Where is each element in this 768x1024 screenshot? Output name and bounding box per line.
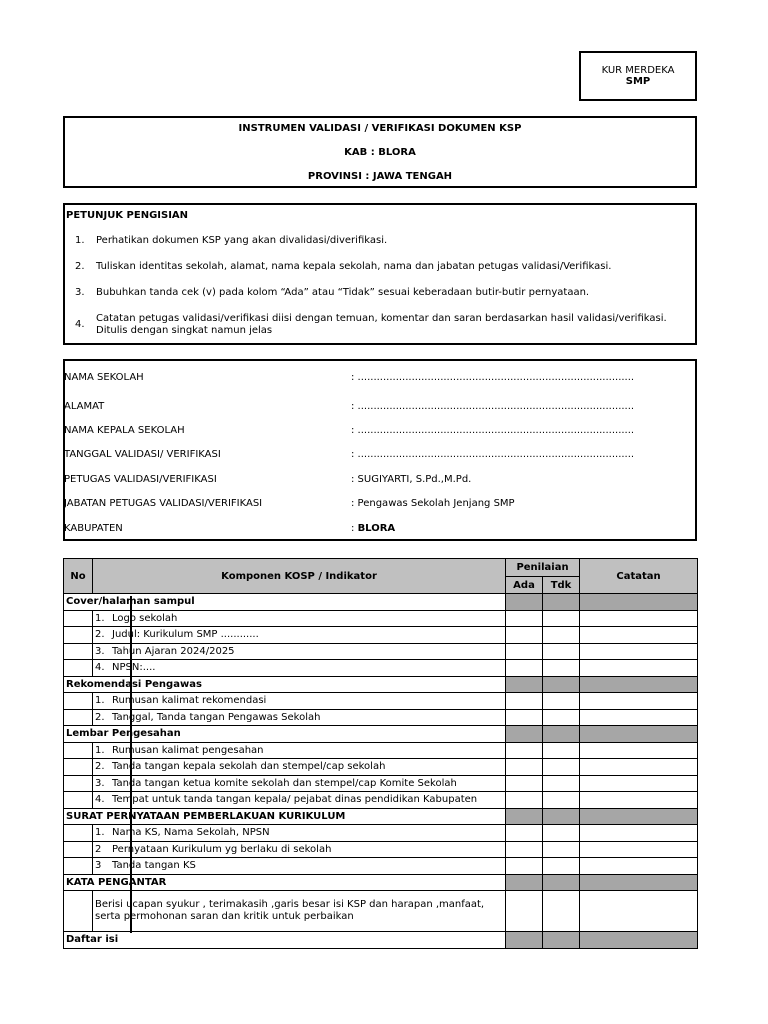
column-header-no: No	[64, 559, 93, 594]
indicator-line: serta permohonan saran dan kritik untuk perbaikan	[95, 911, 354, 922]
section-row	[64, 932, 698, 949]
notes-cell[interactable]	[580, 792, 698, 809]
table-row	[64, 825, 698, 842]
regency-value-prefix: :	[351, 523, 358, 534]
item-label: Pernyataan Kurikulum yg berlaku di sekolah	[112, 843, 332, 855]
regency-value-name: BLORA	[357, 523, 396, 534]
item-label: Tanggal, Tanda tangan Pengawas Sekolah	[112, 711, 321, 723]
row-number	[64, 891, 93, 932]
table-row	[64, 660, 698, 677]
tdk-cell	[543, 726, 580, 743]
ada-cell[interactable]	[506, 610, 543, 627]
item-number: 1.	[95, 695, 105, 707]
ada-cell[interactable]	[506, 891, 543, 932]
column-header-ada: Ada	[506, 577, 543, 594]
document-title: INSTRUMEN VALIDASI / VERIFIKASI DOKUMEN KSP	[238, 123, 522, 134]
item-number: 1.	[95, 744, 105, 756]
row-number	[64, 709, 93, 726]
tdk-cell[interactable]	[543, 841, 580, 858]
section-title: Cover/halaman sampul	[64, 594, 506, 611]
table-row	[64, 693, 698, 710]
tdk-cell	[543, 594, 580, 611]
document-title-box	[63, 116, 697, 188]
item-label: Rumusan kalimat pengesahan	[112, 744, 264, 756]
notes-cell	[580, 932, 698, 949]
table-row	[64, 858, 698, 875]
table-row	[64, 775, 698, 792]
instruction-text: Catatan petugas validasi/verifikasi diisi dengan temuan, komentar dan saran berdasarkan hasil validasi/verifikasi.	[96, 313, 667, 324]
ada-cell[interactable]	[506, 643, 543, 660]
ada-cell[interactable]	[506, 693, 543, 710]
instruction-number: 3.	[75, 287, 85, 298]
ada-cell[interactable]	[506, 627, 543, 644]
row-number	[64, 858, 93, 875]
ada-cell[interactable]	[506, 792, 543, 809]
indicator-text	[93, 660, 506, 677]
table-row	[64, 792, 698, 809]
instruction-number: 2.	[75, 261, 85, 272]
notes-cell[interactable]	[580, 693, 698, 710]
tdk-cell	[543, 874, 580, 891]
ada-cell[interactable]	[506, 825, 543, 842]
indicator-text	[93, 858, 506, 875]
column-header-notes: Catatan	[580, 559, 698, 594]
ada-cell[interactable]	[506, 841, 543, 858]
indicator-text	[93, 891, 506, 932]
column-header-component: Komponen KOSP / Indikator	[93, 559, 506, 594]
section-row	[64, 676, 698, 693]
indicator-text	[93, 643, 506, 660]
tdk-cell[interactable]	[543, 610, 580, 627]
notes-cell[interactable]	[580, 627, 698, 644]
indicator-text	[93, 825, 506, 842]
item-number: 3	[95, 860, 102, 872]
tdk-cell[interactable]	[543, 891, 580, 932]
section-title: Rekomendasi Pengawas	[64, 676, 506, 693]
section-title: Daftar isi	[64, 932, 506, 949]
indicator-text	[93, 792, 506, 809]
validator-position-value: : Pengawas Sekolah Jenjang SMP	[351, 498, 515, 509]
ada-cell	[506, 808, 543, 825]
section-title: SURAT PERNYATAAN PEMBERLAKUAN KURIKULUM	[64, 808, 506, 825]
notes-cell	[580, 808, 698, 825]
row-number	[64, 693, 93, 710]
notes-cell[interactable]	[580, 759, 698, 776]
tdk-cell[interactable]	[543, 643, 580, 660]
indicator-text	[93, 693, 506, 710]
ada-cell[interactable]	[506, 775, 543, 792]
ada-cell	[506, 932, 543, 949]
notes-cell[interactable]	[580, 660, 698, 677]
tdk-cell	[543, 808, 580, 825]
item-number: 4.	[95, 794, 105, 806]
tdk-cell[interactable]	[543, 759, 580, 776]
row-number	[64, 825, 93, 842]
indicator-text	[93, 627, 506, 644]
indicator-text	[93, 775, 506, 792]
notes-cell	[580, 594, 698, 611]
tdk-cell[interactable]	[543, 825, 580, 842]
notes-cell[interactable]	[580, 610, 698, 627]
column-header-assessment: Penilaian	[506, 559, 580, 577]
tdk-cell[interactable]	[543, 709, 580, 726]
ada-cell	[506, 726, 543, 743]
section-row	[64, 808, 698, 825]
instructions-box	[63, 203, 697, 345]
item-number: 3.	[95, 645, 105, 657]
checklist-table	[63, 558, 698, 949]
row-number	[64, 792, 93, 809]
item-number: 1.	[95, 612, 105, 624]
item-label: Tahun Ajaran 2024/2025	[112, 645, 235, 657]
school-level-label: SMP	[625, 76, 651, 87]
notes-cell[interactable]	[580, 709, 698, 726]
ada-cell[interactable]	[506, 660, 543, 677]
row-number	[64, 759, 93, 776]
identity-label: PETUGAS VALIDASI/VERIFIKASI	[64, 474, 217, 485]
indicator-text	[93, 759, 506, 776]
tdk-cell	[543, 932, 580, 949]
item-label: Rumusan kalimat rekomendasi	[112, 695, 267, 707]
section-row	[64, 874, 698, 891]
row-number	[64, 742, 93, 759]
notes-cell	[580, 726, 698, 743]
address-field[interactable]: : .......................................................................................	[351, 401, 635, 412]
principal-name-field[interactable]: : .......................................................................................	[351, 425, 635, 436]
table-row	[64, 643, 698, 660]
curriculum-badge	[579, 51, 697, 101]
row-number	[64, 841, 93, 858]
notes-cell	[580, 874, 698, 891]
school-name-field[interactable]: : .......................................................................................	[351, 372, 635, 383]
table-row	[64, 709, 698, 726]
ada-cell	[506, 676, 543, 693]
item-label: NPSN:....	[112, 662, 156, 674]
indicator-text	[93, 709, 506, 726]
row-number	[64, 627, 93, 644]
instruction-text: Tuliskan identitas sekolah, alamat, nama kepala sekolah, nama dan jabatan petugas validasi/Verifikasi.	[96, 261, 612, 272]
notes-cell[interactable]	[580, 891, 698, 932]
item-label: Logo sekolah	[112, 612, 178, 624]
tdk-cell[interactable]	[543, 693, 580, 710]
item-label: Tanda tangan KS	[112, 860, 196, 872]
section-title: KATA PENGANTAR	[64, 874, 506, 891]
tdk-cell[interactable]	[543, 858, 580, 875]
identity-label: KABUPATEN	[64, 523, 123, 534]
table-row	[64, 759, 698, 776]
section-title: Lembar Pengesahan	[64, 726, 506, 743]
table-row	[64, 841, 698, 858]
curriculum-label: KUR MERDEKA	[601, 65, 675, 76]
ada-cell[interactable]	[506, 858, 543, 875]
tdk-cell	[543, 676, 580, 693]
checklist-body	[64, 594, 698, 949]
item-label: Tanda tangan kepala sekolah dan stempel/cap sekolah	[112, 761, 386, 773]
section-row	[64, 594, 698, 611]
instruction-text-continued: Ditulis dengan singkat namun jelas	[96, 325, 273, 336]
item-number: 3.	[95, 777, 105, 789]
instruction-text: Bubuhkan tanda cek (v) pada kolom “Ada” atau “Tidak” sesuai keberadaan butir-butir pernyataan.	[96, 287, 590, 298]
table-row	[64, 742, 698, 759]
instruction-text: Perhatikan dokumen KSP yang akan divalidasi/diverifikasi.	[96, 235, 388, 246]
table-row	[64, 627, 698, 644]
notes-cell[interactable]	[580, 825, 698, 842]
notes-cell[interactable]	[580, 841, 698, 858]
table-row	[64, 891, 698, 932]
item-label: Tempat untuk tanda tangan kepala/ pejabat dinas pendidikan Kabupaten	[112, 794, 478, 806]
notes-cell[interactable]	[580, 858, 698, 875]
item-number: 2	[95, 843, 102, 855]
row-number	[64, 660, 93, 677]
tdk-cell[interactable]	[543, 627, 580, 644]
table-row	[64, 610, 698, 627]
item-label: Tanda tangan ketua komite sekolah dan stempel/cap Komite Sekolah	[112, 777, 457, 789]
instruction-number: 4.	[75, 319, 85, 330]
tdk-cell[interactable]	[543, 660, 580, 677]
notes-cell[interactable]	[580, 775, 698, 792]
column-header-tdk: Tdk	[543, 577, 580, 594]
instructions-heading: PETUNJUK PENGISIAN	[66, 210, 189, 221]
row-number	[64, 610, 93, 627]
regency-value	[351, 523, 395, 534]
identity-label: NAMA SEKOLAH	[64, 372, 144, 383]
item-label: Judul: Kurikulum SMP ............	[112, 629, 259, 641]
notes-cell[interactable]	[580, 643, 698, 660]
regency-line: KAB : BLORA	[344, 147, 416, 158]
item-number: 2.	[95, 629, 105, 641]
identity-label: TANGGAL VALIDASI/ VERIFIKASI	[64, 449, 221, 460]
identity-label: NAMA KEPALA SEKOLAH	[64, 425, 185, 436]
validation-date-field[interactable]: : .......................................................................................	[351, 449, 635, 460]
identity-label: JABATAN PETUGAS VALIDASI/VERIFIKASI	[64, 498, 263, 509]
tdk-cell[interactable]	[543, 775, 580, 792]
ada-cell[interactable]	[506, 742, 543, 759]
ada-cell[interactable]	[506, 709, 543, 726]
notes-cell	[580, 676, 698, 693]
instruction-number: 1.	[75, 235, 85, 246]
indicator-text	[93, 610, 506, 627]
school-identity-box	[63, 359, 697, 541]
identity-label: ALAMAT	[64, 401, 105, 412]
tdk-cell[interactable]	[543, 792, 580, 809]
item-number: 2.	[95, 761, 105, 773]
indicator-text	[93, 742, 506, 759]
item-number: 2.	[95, 711, 105, 723]
row-number	[64, 643, 93, 660]
row-number	[64, 775, 93, 792]
notes-cell[interactable]	[580, 742, 698, 759]
item-number: 1.	[95, 827, 105, 839]
section-row	[64, 726, 698, 743]
tdk-cell[interactable]	[543, 742, 580, 759]
ada-cell	[506, 594, 543, 611]
item-label: Nama KS, Nama Sekolah, NPSN	[112, 827, 270, 839]
column-divider	[130, 596, 132, 933]
ada-cell	[506, 874, 543, 891]
ada-cell[interactable]	[506, 759, 543, 776]
item-number: 4.	[95, 662, 105, 674]
validator-name-value: : SUGIYARTI, S.Pd.,M.Pd.	[351, 474, 472, 485]
indicator-line: Berisi ucapan syukur , terimakasih ,garis besar isi KSP dan harapan ,manfaat,	[95, 899, 485, 910]
province-line: PROVINSI : JAWA TENGAH	[307, 171, 453, 182]
indicator-text	[93, 841, 506, 858]
